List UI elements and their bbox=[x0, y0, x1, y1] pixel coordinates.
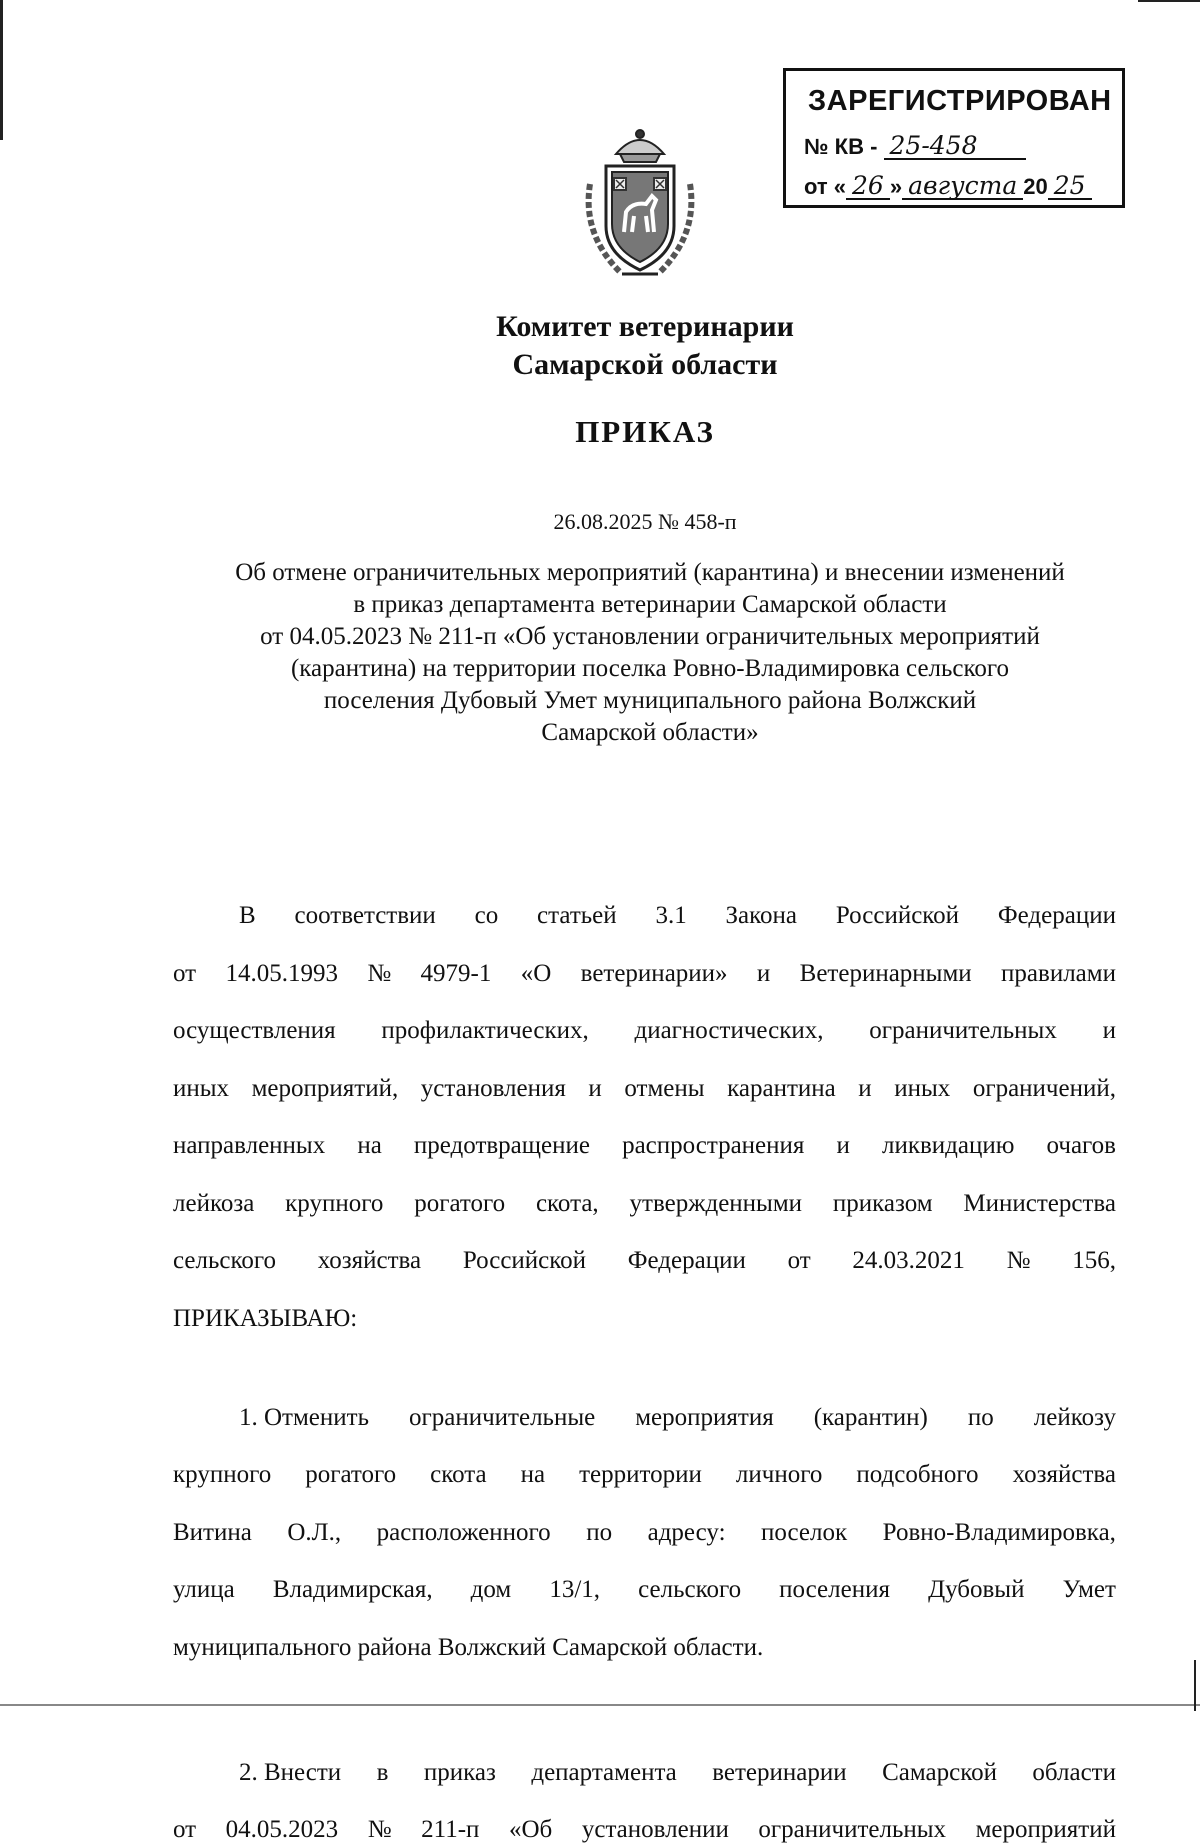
body-word: осуществления bbox=[173, 1017, 336, 1044]
stamp-day-close: » bbox=[889, 174, 903, 199]
subject-line: Об отмене ограничительных мероприятий (карантина) и внесении изменений bbox=[235, 559, 1065, 586]
body-line bbox=[173, 1017, 1116, 1045]
stamp-date-prefix: от « bbox=[804, 174, 847, 199]
body-line bbox=[239, 902, 1116, 930]
body-word: Министерства bbox=[963, 1189, 1116, 1217]
body-word: лейкозу bbox=[1033, 1403, 1116, 1431]
body-line bbox=[173, 1519, 1116, 1547]
subject-line: (карантина) на территории поселка Ровно-Владимировка сельского bbox=[290, 655, 1010, 682]
stamp-title: ЗАРЕГИСТРИРОВАН bbox=[808, 85, 1112, 117]
body-word: скота bbox=[430, 1461, 487, 1488]
body-word: 04.05.2023 bbox=[225, 1816, 339, 1843]
body-line bbox=[239, 1404, 1116, 1432]
body-word: ветеринарии bbox=[712, 1758, 847, 1786]
body-word: рогатого bbox=[305, 1461, 397, 1488]
body-word: ограничительных bbox=[758, 1816, 947, 1843]
order-subject bbox=[170, 557, 1130, 749]
body-line bbox=[239, 1759, 1116, 1787]
body-word: ограничительных bbox=[869, 1017, 1057, 1044]
body-word: очагов bbox=[1046, 1132, 1116, 1159]
body-word: 211-п bbox=[421, 1816, 480, 1843]
body-word: ликвидацию bbox=[882, 1132, 1015, 1159]
body-word: «О bbox=[520, 959, 552, 987]
body-word: Витина bbox=[173, 1518, 252, 1546]
body-word: Ровно-Владимировка, bbox=[882, 1518, 1116, 1546]
body-word: правилами bbox=[1001, 959, 1116, 987]
body-word: установления bbox=[420, 1074, 566, 1102]
body-word: статьей bbox=[537, 902, 617, 929]
body-line bbox=[173, 1576, 1116, 1604]
stamp-year-handwritten: 25 bbox=[1048, 173, 1092, 200]
body-line bbox=[173, 1247, 1116, 1275]
body-word: и bbox=[588, 1074, 602, 1102]
body-word: рогатого bbox=[414, 1189, 506, 1217]
body-line bbox=[173, 1132, 1116, 1160]
stamp-month-handwritten: августа bbox=[902, 173, 1023, 200]
body-word: Ветеринарными bbox=[799, 959, 972, 987]
body-word: сельского bbox=[638, 1576, 742, 1603]
scan-edge-mark bbox=[1138, 0, 1200, 2]
body-word: хозяйства bbox=[317, 1247, 422, 1274]
samara-coat-of-arms-icon bbox=[576, 124, 704, 288]
body-word: мероприятий, bbox=[251, 1074, 399, 1102]
body-word: ПРИКАЗЫВАЮ: bbox=[173, 1304, 358, 1332]
body-word: департамента bbox=[531, 1758, 677, 1786]
body-word: направленных bbox=[173, 1132, 326, 1159]
body-word: 4979-1 bbox=[420, 959, 492, 987]
stamp-day-handwritten: 26 bbox=[846, 173, 890, 200]
date-and-number: 26.08.2025 № 458-п bbox=[553, 509, 737, 534]
body-word: установлении bbox=[581, 1816, 729, 1843]
body-word: поселок bbox=[761, 1518, 848, 1546]
stamp-date-row bbox=[804, 173, 1092, 200]
body-word: мероприятия bbox=[635, 1403, 774, 1431]
org-line-2: Самарской области bbox=[512, 348, 778, 381]
body-word: от bbox=[787, 1247, 811, 1274]
body-word: в bbox=[376, 1758, 389, 1786]
body-word: скота, bbox=[535, 1189, 599, 1217]
subject-line: поселения Дубовый Умет муниципального района Волжский bbox=[323, 687, 977, 714]
body-word: (карантин) bbox=[813, 1403, 928, 1431]
body-word: карантина bbox=[727, 1074, 836, 1102]
body-word: Самарской bbox=[882, 1758, 997, 1786]
body-word: области bbox=[1032, 1758, 1116, 1786]
org-line-1: Комитет ветеринарии bbox=[496, 310, 794, 343]
body-word: со bbox=[474, 902, 499, 929]
body-word: крупного bbox=[285, 1189, 384, 1217]
body-word: на bbox=[520, 1461, 546, 1488]
body-word: 1. Отменить bbox=[239, 1403, 369, 1431]
body-line bbox=[173, 1816, 1116, 1844]
document-type: ПРИКАЗ bbox=[575, 414, 715, 449]
body-word: предотвращение bbox=[413, 1132, 590, 1159]
body-word: личного bbox=[735, 1461, 823, 1488]
body-line bbox=[173, 1305, 1116, 1333]
body-word: крупного bbox=[173, 1461, 272, 1488]
stamp-number-handwritten: 25-458 bbox=[884, 133, 1026, 160]
body-word: Федерации bbox=[627, 1247, 746, 1274]
body-word: иных bbox=[173, 1074, 230, 1102]
body-word: подсобного bbox=[856, 1461, 979, 1488]
body-word: 156, bbox=[1072, 1247, 1116, 1274]
body-word: 14.05.1993 bbox=[225, 959, 338, 987]
body-word: В bbox=[239, 902, 256, 929]
body-word: соответствии bbox=[294, 902, 436, 929]
body-word: Дубовый bbox=[928, 1576, 1025, 1603]
body-word: 13/1, bbox=[549, 1576, 601, 1603]
registration-stamp bbox=[783, 68, 1125, 208]
body-word: и bbox=[858, 1074, 872, 1102]
body-word: по bbox=[967, 1403, 994, 1431]
body-word: улица bbox=[173, 1576, 235, 1603]
body-word: от bbox=[173, 959, 197, 987]
body-word: от bbox=[173, 1816, 197, 1843]
body-line bbox=[173, 1461, 1116, 1489]
body-word: территории bbox=[579, 1461, 702, 1488]
body-word: утвержденными bbox=[629, 1189, 803, 1217]
body-word: лейкоза bbox=[173, 1189, 255, 1217]
body-word: ограничительные bbox=[408, 1403, 596, 1431]
body-word: «Об bbox=[509, 1816, 553, 1843]
body-word: по bbox=[586, 1518, 613, 1546]
organization-name bbox=[0, 308, 1200, 384]
body-word: распространения bbox=[622, 1132, 805, 1159]
body-word: отмены bbox=[624, 1074, 705, 1102]
body-word: адресу: bbox=[647, 1518, 726, 1546]
body-word: профилактических, bbox=[381, 1017, 589, 1044]
body-word: и bbox=[756, 959, 771, 987]
body-word: на bbox=[357, 1132, 382, 1159]
subject-line: Самарской области» bbox=[541, 719, 759, 746]
scan-edge-mark bbox=[0, 1704, 1200, 1706]
body-word: Федерации bbox=[997, 902, 1116, 929]
body-word: расположенного bbox=[376, 1518, 551, 1546]
body-word: О.Л., bbox=[287, 1518, 342, 1546]
body-word: № bbox=[1006, 1247, 1031, 1274]
body-word: № bbox=[367, 959, 392, 987]
scan-edge-mark bbox=[1194, 1660, 1196, 1711]
body-word: 24.03.2021 bbox=[852, 1247, 965, 1274]
body-word: мероприятий bbox=[975, 1816, 1116, 1843]
body-word: поселения bbox=[779, 1576, 890, 1603]
body-word: диагностических, bbox=[634, 1017, 824, 1044]
body-word: Закона bbox=[725, 902, 798, 929]
body-word: 2. Внести bbox=[239, 1758, 342, 1786]
body-word: Владимирская, bbox=[272, 1576, 433, 1603]
body-word: № bbox=[367, 1816, 392, 1843]
subject-line: в приказ департамента ветеринарии Самарской области bbox=[353, 591, 947, 618]
body-word: Российской bbox=[835, 902, 960, 929]
body-word: ветеринарии» bbox=[580, 959, 728, 987]
body-word: сельского bbox=[173, 1247, 276, 1274]
body-word: дом bbox=[470, 1576, 512, 1603]
body-word: и bbox=[836, 1132, 850, 1159]
body-word: ограничений, bbox=[972, 1074, 1116, 1102]
scan-edge-mark bbox=[0, 0, 3, 140]
body-word: приказ bbox=[423, 1758, 496, 1786]
body-line bbox=[173, 1634, 1116, 1662]
stamp-number-row bbox=[804, 133, 1026, 160]
body-line bbox=[173, 1190, 1116, 1218]
body-word: и bbox=[1102, 1017, 1116, 1044]
body-word: 3.1 bbox=[655, 902, 687, 929]
stamp-number-prefix: № КВ - bbox=[804, 134, 878, 159]
body-word: Российской bbox=[462, 1247, 587, 1274]
body-line bbox=[173, 960, 1116, 988]
stamp-year-prefix: 20 bbox=[1023, 174, 1048, 199]
body-line bbox=[173, 1075, 1116, 1103]
body-word: хозяйства bbox=[1012, 1461, 1116, 1488]
subject-line: от 04.05.2023 № 211-п «Об установлении ограничительных мероприятий bbox=[260, 623, 1040, 650]
body-word: муниципального района Волжский Самарской области. bbox=[173, 1633, 764, 1661]
body-word: иных bbox=[894, 1074, 951, 1102]
body-word: приказом bbox=[832, 1189, 933, 1217]
body-word: Умет bbox=[1062, 1576, 1116, 1603]
